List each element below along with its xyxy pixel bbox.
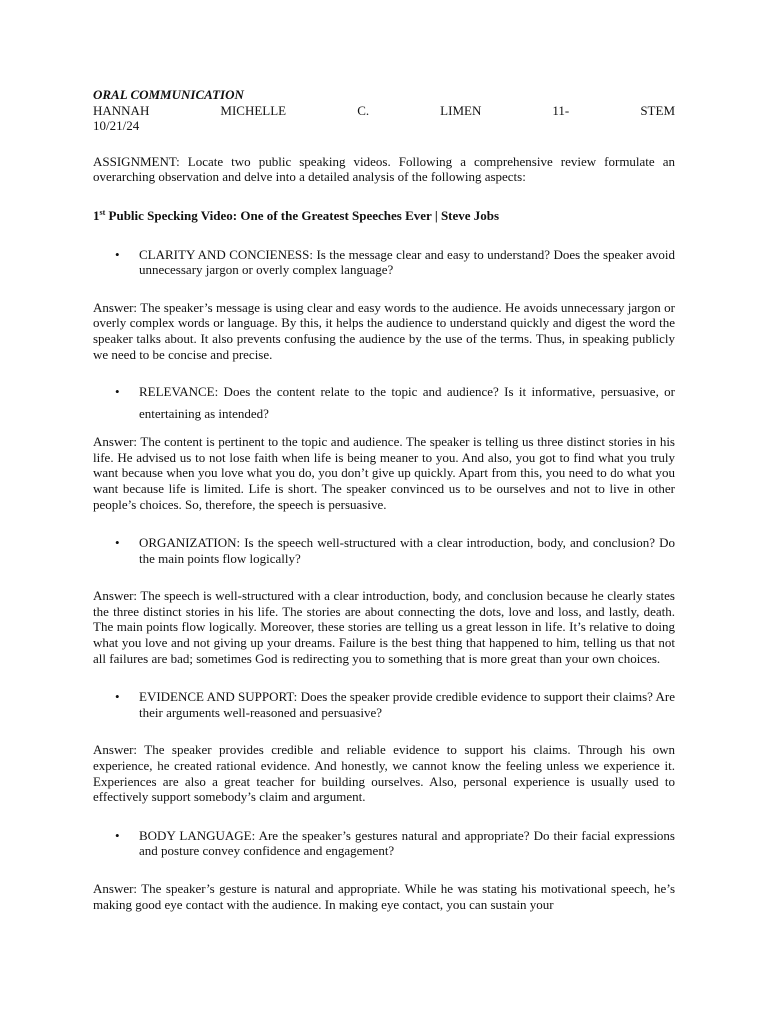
student-name-line — [93, 103, 675, 119]
document-title: ORAL COMMUNICATION — [93, 87, 244, 102]
answer-text: Answer: The speaker’s gesture is natural and appropriate. While he was stating his motivational speech, he’s making good eye contact with the audience. In making eye contact, you can sustain your — [93, 881, 675, 912]
question-item — [93, 689, 675, 720]
question-text: RELEVANCE: Does the content relate to the topic and audience? Is it informative, persuasive, or entertaining as intended? — [139, 384, 675, 422]
bullet-icon: • — [115, 689, 120, 705]
name-part: LIMEN — [440, 102, 482, 118]
heading-text: Public Specking Video: One of the Greatest Speeches Ever | Steve Jobs — [105, 207, 500, 223]
question-item — [93, 247, 675, 278]
name-part: MICHELLE — [220, 102, 287, 118]
question-text: ORGANIZATION: Is the speech well-structured with a clear introduction, body, and conclusion? Do the main points flow logically? — [139, 535, 675, 566]
question-item — [93, 828, 675, 859]
name-part: 11- — [552, 102, 570, 118]
question-text: CLARITY AND CONCIENESS: Is the message clear and easy to understand? Does the speaker avoid unnecessary jargon or overly complex language? — [139, 246, 675, 278]
bullet-icon: • — [115, 246, 120, 262]
document-date: 10/21/24 — [93, 118, 140, 134]
name-part: STEM — [640, 102, 675, 118]
bullet-icon: • — [115, 535, 120, 551]
question-item — [93, 535, 675, 566]
answer-text: Answer: The speaker provides credible and reliable evidence to support his claims. Through his own experience, he created rational evidence. And honestly, we cannot know the feeling unless we experience it. Experiences are also a great teacher for building ourselves. Also, personal experience is usually used to effectively support somebody’s claim and argument. — [93, 742, 675, 805]
answer-text: Answer: The speaker’s message is using clear and easy words to the audience. He avoids unnecessary jargon or overly complex words or language. By this, it helps the audience to understand quickly and digest the word the speaker talks about. It also prevents confusing the audience by the use of the terms. Thus, in speaking publicly we need to be concise and precise. — [93, 299, 675, 362]
bullet-icon: • — [115, 384, 120, 400]
question-text: BODY LANGUAGE: Are the speaker’s gestures natural and appropriate? Do their facial expressions and posture convey confidence and engagement? — [139, 827, 675, 859]
bullet-icon: • — [115, 827, 120, 843]
document-body — [93, 87, 675, 935]
question-text: EVIDENCE AND SUPPORT: Does the speaker provide credible evidence to support their claims? Are their arguments well-reasoned and persuasive? — [139, 689, 675, 720]
name-part: HANNAH — [93, 102, 150, 118]
question-item — [93, 381, 675, 425]
answer-text: Answer: The content is pertinent to the topic and audience. The speaker is telling us three distinct stories in his life. He advised us to not lose faith when life is being meaner to you. And also, you got to find what you truly want because when you love what you do, you don’t give up quickly. Apart from this, you need to do what you want because life is limited. Life is short. The speaker convinced us to be ourselves and not to live in other people’s choices. So, therefore, the speech is persuasive. — [93, 434, 675, 512]
heading-ordinal-suffix: st — [99, 207, 106, 217]
answer-text: Answer: The speech is well-structured with a clear introduction, body, and conclusion because he clearly states the three distinct stories in his life. The stories are about connecting the dots, love and loss, and lastly, death. The main points flow logically. Moreover, these stories are telling us a great lesson in life. It’s relative to doing what you love and not giving up your dreams. Failure is the best thing that happened to him, telling us that not all failures are bad; sometimes God is redirecting you to something that is more great than your own choices. — [93, 588, 675, 666]
video-heading — [93, 208, 675, 224]
name-part: C. — [357, 102, 370, 118]
assignment-text: ASSIGNMENT: Locate two public speaking videos. Following a comprehensive review formulate an overarching observation and delve into a detailed analysis of the following aspects: — [93, 153, 675, 185]
heading-ordinal: 1 — [93, 207, 100, 223]
